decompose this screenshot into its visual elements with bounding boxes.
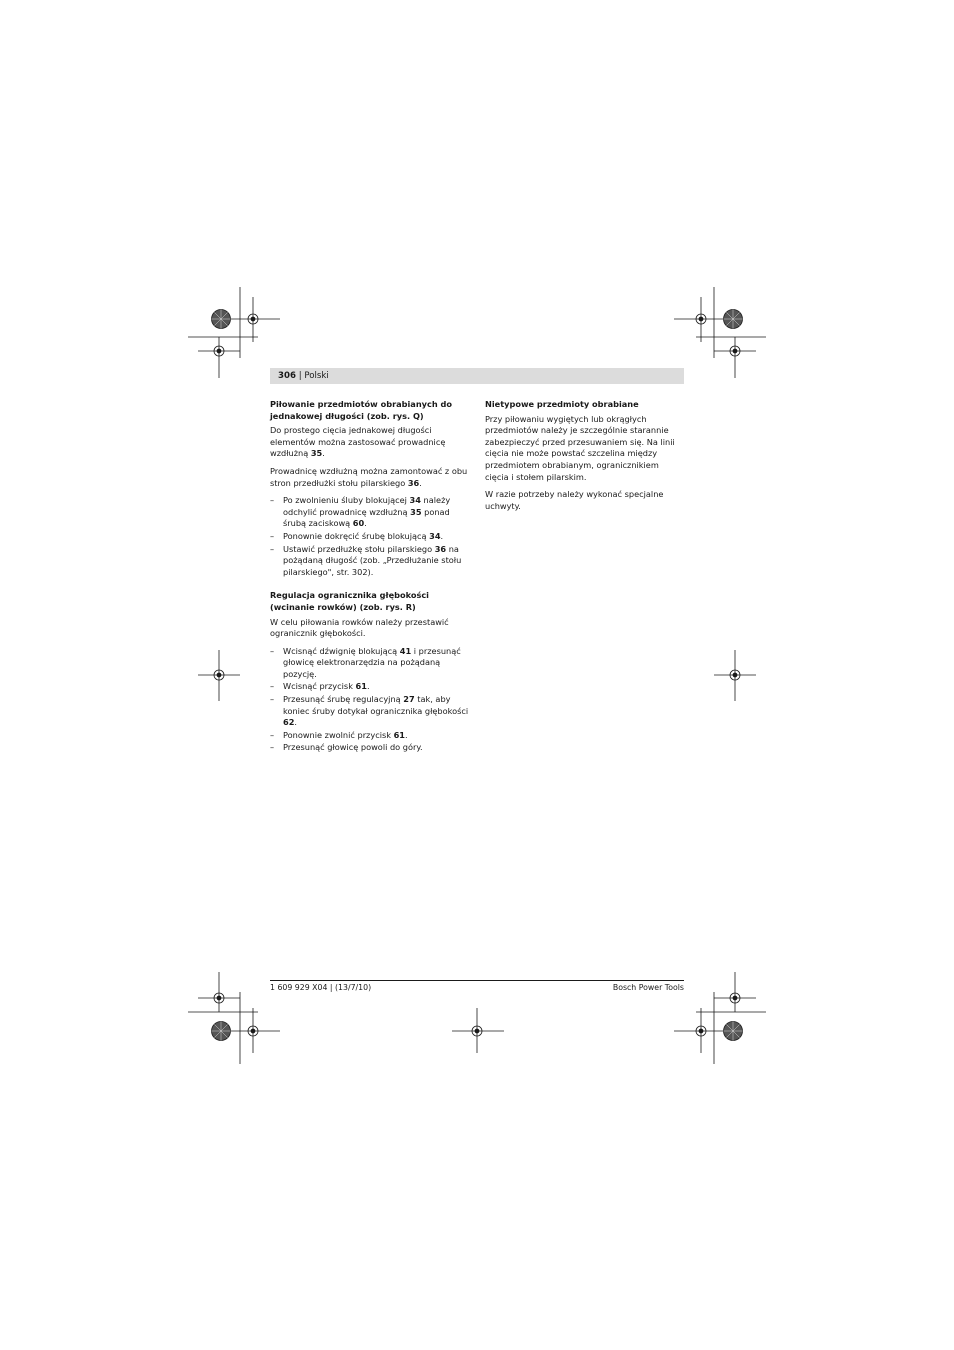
registration-target (198, 972, 240, 1012)
section-heading: Regulacja ogranicznika głębokości (wcinanie rowków) (zob. rys. R) (270, 590, 429, 612)
list-item: – Po zwolnieniu śluby blokującej 34 należy odchylić prowadnicę wzdłużną 35 ponad śrubą zaciskową 60. (270, 495, 451, 529)
header-separator: | (298, 371, 302, 381)
color-wheel-mark (212, 1022, 231, 1041)
list-item: – Przesunąć śrubę regulacyjną 27 tak, aby koniec śruby dotykał ogranicznika głębokości 62. (270, 694, 469, 728)
registration-target (198, 650, 240, 701)
paragraph: Przy piłowaniu wygiętych lub okrągłych przedmiotów należy je szczególnie starannie zabezpieczyć przed przesuwaniem się. Na linii cięcia nie może powstać szczelina między przedmiotem obrabianym, ogranicznikiem cięcia i stołem pilarskim. (485, 413, 675, 482)
section-heading: Nietypowe przedmioty obrabiane (485, 399, 639, 409)
instruction-list (270, 646, 470, 754)
list-item: – Wcisnąć dźwignię blokującą 41 i przesunąć głowicę elektronarzędzia na pożądaną pozycję. (270, 645, 461, 679)
registration-target (228, 297, 280, 342)
page-header (270, 368, 684, 384)
paragraph: Do prostego cięcia jednakowej długości elementów można zastosować prowadnicę wzdłużną 35. (270, 425, 446, 459)
instruction-list (270, 495, 470, 578)
list-item: – Wcisnąć przycisk 61. (270, 681, 370, 692)
list-item: – Ponownie zwolnić przycisk 61. (270, 729, 408, 740)
section-heading: Piłowanie przedmiotów obrabianych do jednakowej długości (zob. rys. Q) (270, 399, 453, 421)
page-number: 306 (278, 371, 296, 381)
paragraph: Prowadnicę wzdłużną można zamontować z obu stron przedłużki stołu pilarskiego 36. (270, 465, 468, 488)
header-language: Polski (304, 371, 329, 381)
registration-target (674, 297, 726, 342)
registration-target (228, 1008, 280, 1053)
right-column (485, 399, 685, 518)
registration-target (714, 337, 756, 378)
color-wheel-mark (212, 310, 231, 329)
registration-target (714, 972, 756, 1012)
color-wheel-mark (724, 1022, 743, 1041)
footer-document-code: 1 609 929 X04 | (13/7/10) (270, 983, 372, 992)
registration-target (674, 1008, 726, 1053)
footer-divider (270, 980, 684, 981)
footer-brand: Bosch Power Tools (612, 983, 684, 992)
registration-target (714, 650, 756, 701)
list-item: – Przesunąć głowicę powoli do góry. (270, 742, 423, 753)
left-column (270, 399, 470, 766)
paragraph: W razie potrzeby należy wykonać specjalne uchwyty. (485, 489, 664, 511)
list-item: – Ponownie dokręcić śrubę blokującą 34. (270, 530, 444, 541)
registration-target (198, 337, 240, 378)
registration-target (452, 1008, 504, 1053)
paragraph: W celu piłowania rowków należy przestawić ogranicznik głębokości. (270, 616, 449, 639)
list-item: – Ustawić przedłużkę stołu pilarskiego 36 na pożądaną długość (zob. „Przedłużanie stołu pilarskiego", str. 302). (270, 543, 462, 577)
color-wheel-mark (724, 310, 743, 329)
